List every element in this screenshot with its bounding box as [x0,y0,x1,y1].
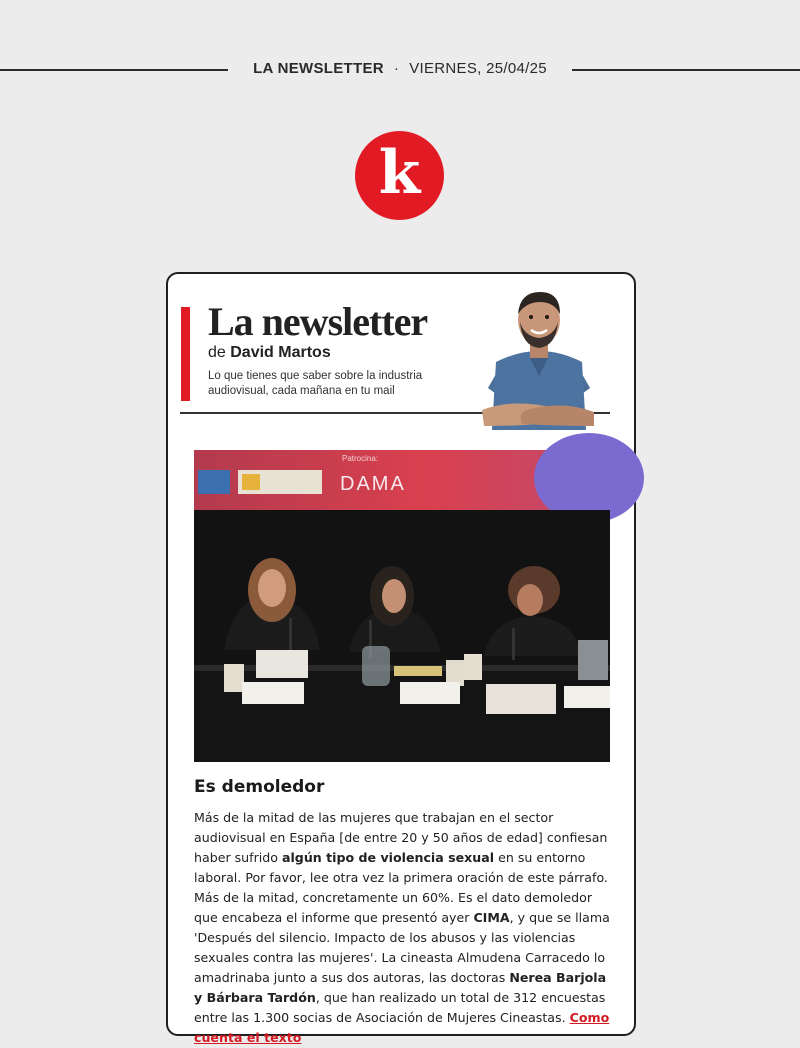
article-photo[interactable] [194,450,610,762]
author-portrait [474,280,604,440]
article-text-2: en su entorno laboral. Por favor, lee otra vez la primera oración de este párrafo. Más de la mitad, concretamente un 60%. Es el dato demoledor que encabeza el informe que presentó ayer [194,850,608,925]
svg-text:Patrocina:: Patrocina: [342,454,379,463]
newsletter-card [166,272,636,1045]
newsletter-title: La newsletter [208,299,428,344]
article-bold-2: CIMA [473,910,510,925]
article-bold-3: Nerea Barjola y Bárbara Tardón [194,970,607,1005]
header-date: VIERNES, 25/04/25 [409,60,547,77]
article-text-3: , y que se llama 'Después del silencio. Impacto de los abusos y las violencias sexuales contra las mujeres'. La cineasta Almudena Carracedo lo amadrinaba junto a sus dos autoras, las doctoras [194,910,610,985]
article-text-4: , que han realizado un total de 312 encuestas entre las 1.300 socias de Asociación de Mujeres Cineastas. [194,990,606,1025]
header-rule-right [572,69,800,71]
byline-prefix: de [208,344,231,361]
header-brand: LA NEWSLETTER [253,60,384,77]
brand-logo[interactable] [355,131,444,220]
event-photo-illustration [194,450,610,762]
header-separator: · [393,60,400,77]
article-body [194,808,612,1048]
article-bold-1: algún tipo de violencia sexual [281,850,495,865]
accent-bar [181,307,190,401]
article-title: Es demoledor [194,777,325,797]
newsletter-byline [208,344,331,362]
logo-letter: k [378,137,421,208]
svg-text:DAMA: DAMA [340,473,406,495]
author-name: David Martos [230,344,331,361]
article-text-1: Más de la mitad de las mujeres que trabajan en el sector audiovisual en España [de entre 20 y 50 años de edad] confiesan haber sufrido [194,810,608,865]
article-link[interactable]: Como cuenta el texto [194,1010,610,1045]
newsletter-subtitle: Lo que tienes que saber sobre la industria audiovisual, cada mañana en tu mail [208,370,423,397]
newsletter-header [0,56,800,84]
